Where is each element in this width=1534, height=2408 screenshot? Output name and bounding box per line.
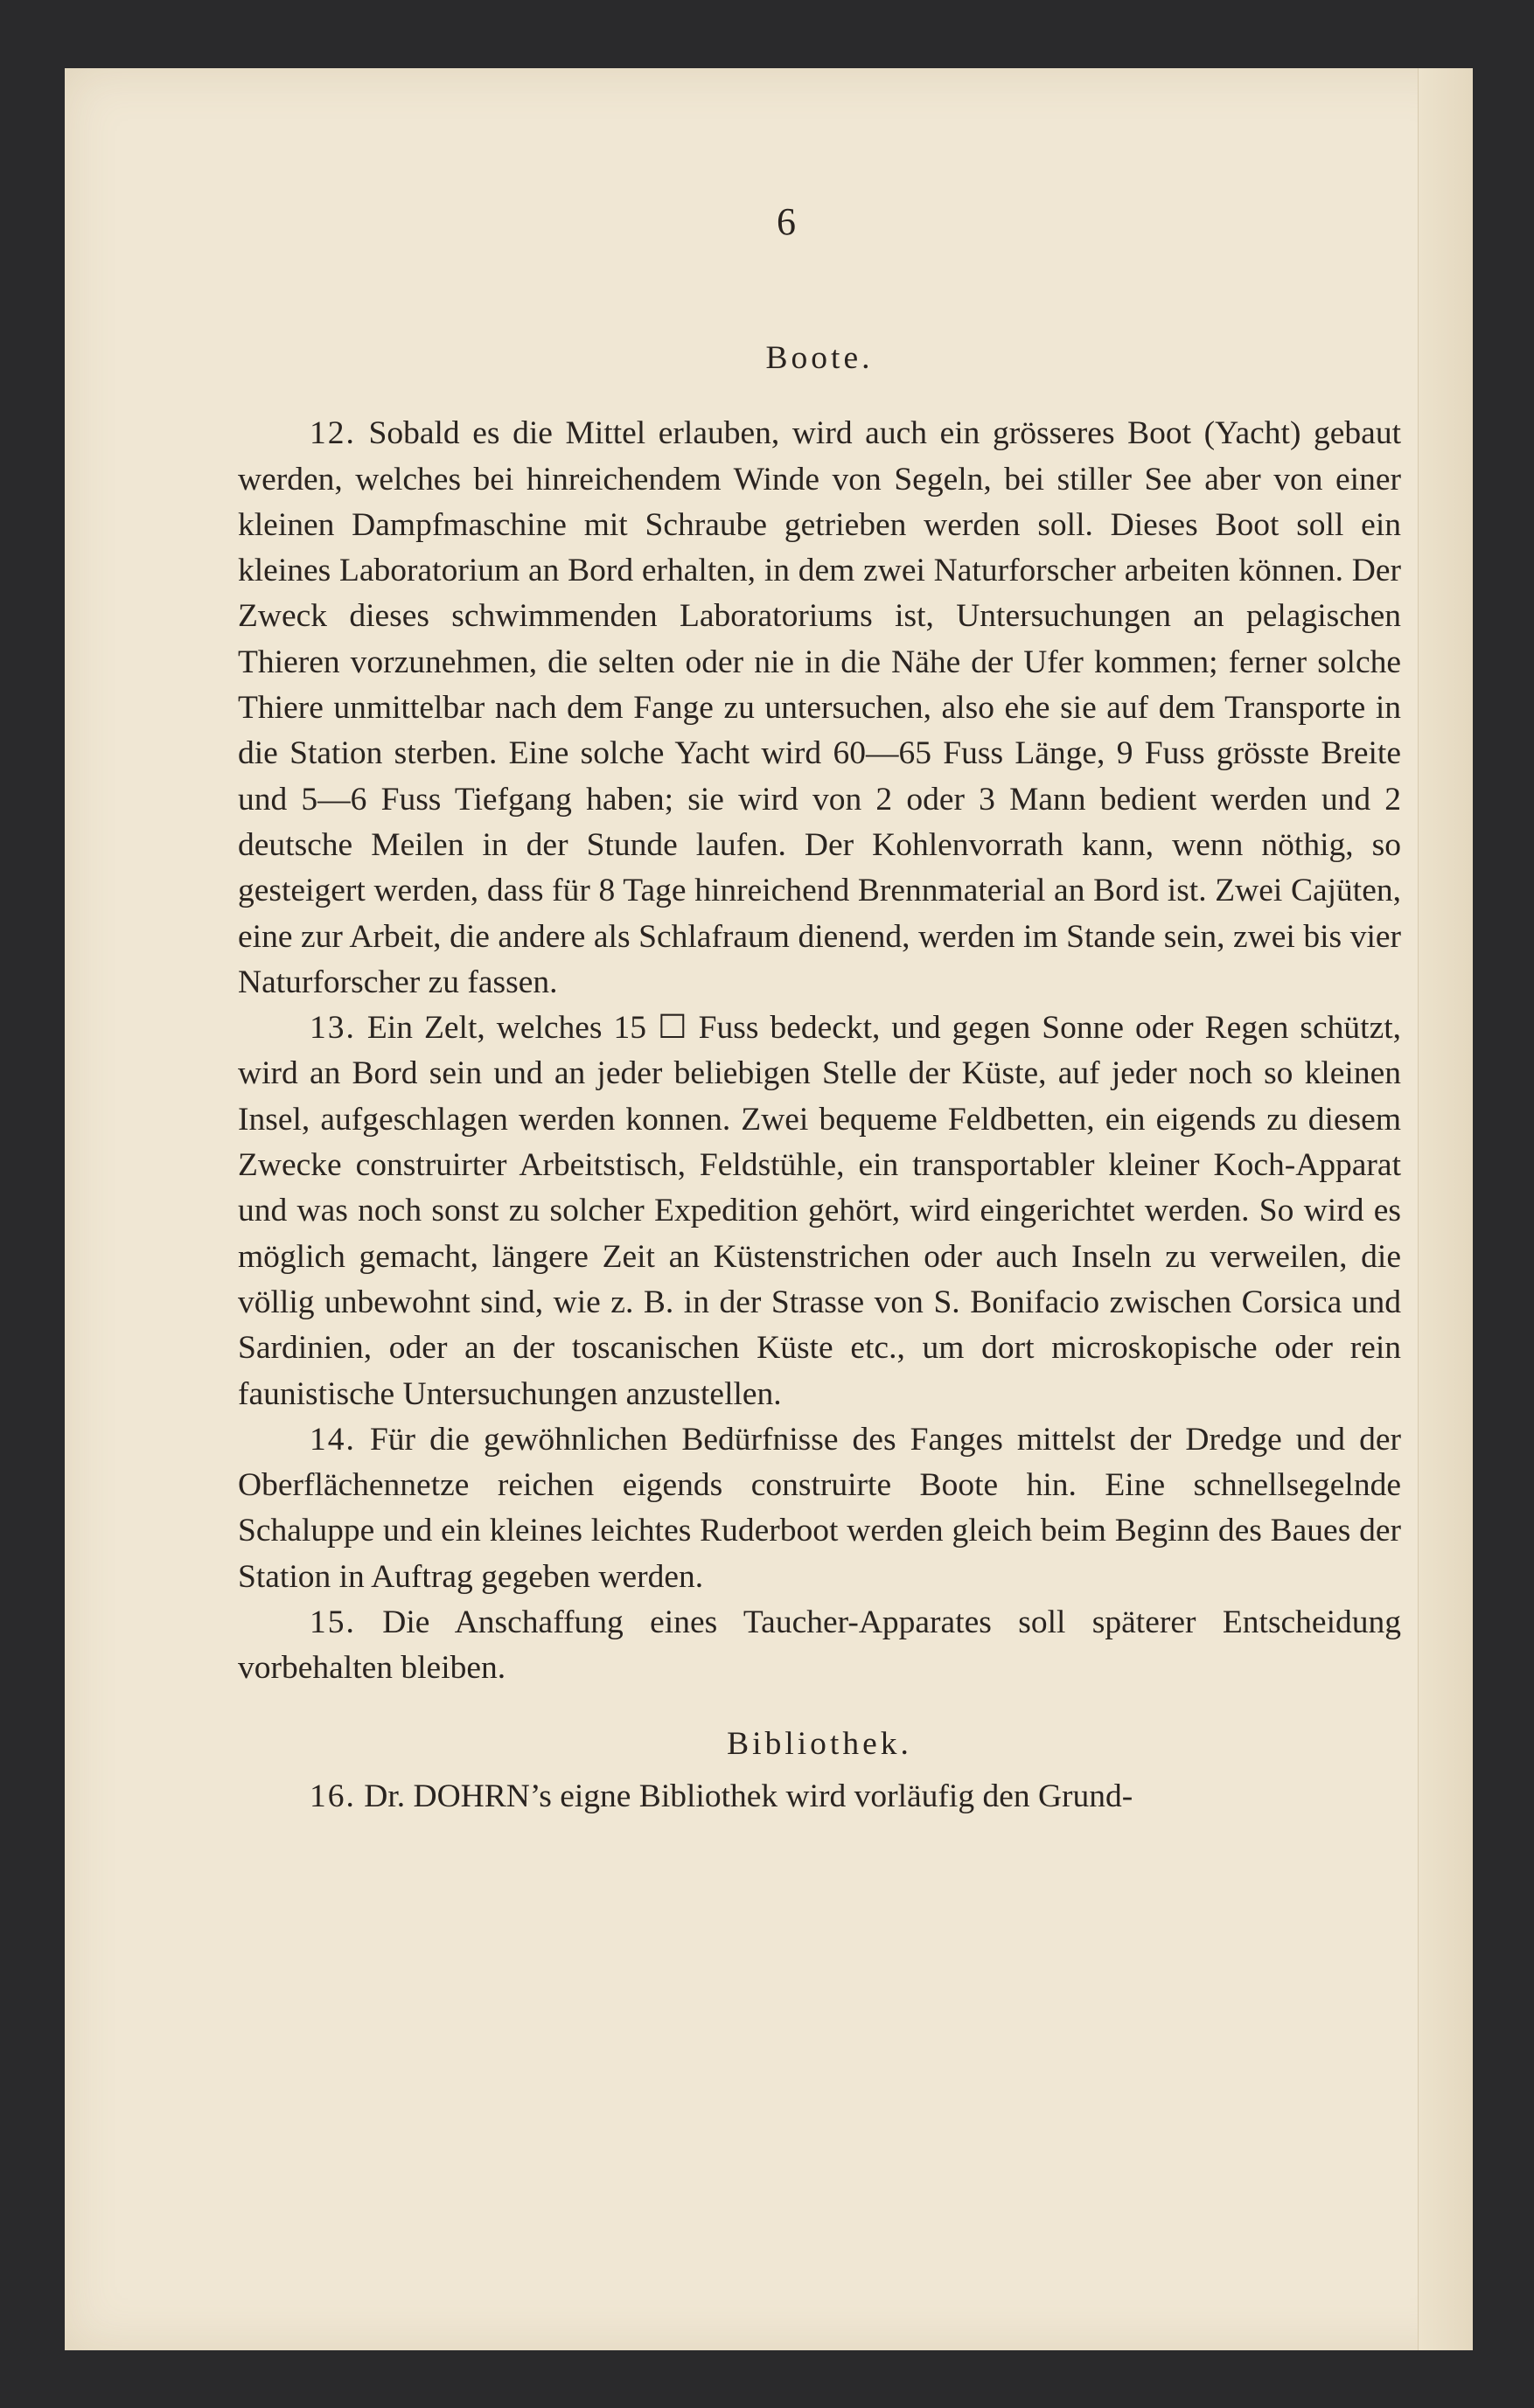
paragraph-number: 15. <box>310 1604 356 1641</box>
page-number: 6 <box>777 200 796 243</box>
paragraph-12 <box>238 411 1401 1006</box>
document-page <box>65 68 1473 2350</box>
paragraph-text: Die Anschaffung eines Taucher-Apparates soll späterer Entscheidung vorbehalten bleiben. <box>238 1604 1401 1687</box>
paragraph-number: 12. <box>310 415 356 452</box>
paragraph-14 <box>238 1417 1401 1600</box>
paragraph-text: Für die gewöhnlichen Bedürfnisse des Fanges mittelst der Dredge und der Oberflächennetze reichen eigends construirte Boote hin. Eine schnellsegelnde Schaluppe und ein kleines leichtes Ruderboot werden gleich beim Beginn des Baues der Station in Auftrag gegeben werden. <box>238 1421 1401 1595</box>
paragraph-13 <box>238 1006 1401 1417</box>
paragraph-number: 13. <box>310 1010 356 1047</box>
section-heading-bibliothek: Bibliothek. <box>727 1725 912 1762</box>
paragraph-15 <box>238 1600 1401 1692</box>
text-block <box>238 336 1401 1820</box>
paragraph-text: Sobald es die Mittel erlauben, wird auch ein grösseres Boot (Yacht) gebaut werden, welches bei hinreichendem Winde von Segeln, bei stiller See aber von einer kleinen Dampfmaschine mit Schraube getrieben werden soll. Dieses Boot soll ein kleines Laboratorium an Bord erhalten, in dem zwei Naturforscher arbeiten können. Der Zweck dieses schwimmenden Laboratoriums ist, Untersuchungen an pelagischen Thieren vorzunehmen, die selten oder nie in die Nähe der Ufer kommen; ferner solche Thiere unmittelbar nach dem Fange zu untersuchen, also ehe sie auf dem Transporte in die Station sterben. Eine solche Yacht wird 60—65 Fuss Länge, 9 Fuss grösste Breite und 5—6 Fuss Tiefgang haben; sie wird von 2 oder 3 Mann bedient werden und 2 deutsche Meilen in der Stunde laufen. Der Kohlenvorrath kann, wenn nöthig, so gesteigert werden, dass für 8 Tage hinreichend Brennmaterial an Bord ist. Zwei Cajüten, eine zur Arbeit, die andere als Schlafraum dienend, werden im Stande sein, zwei bis vier Naturforscher zu fassen. <box>238 415 1401 1000</box>
paragraph-text: Ein Zelt, welches 15 ☐ Fuss bedeckt, und gegen Sonne oder Regen schützt, wird an Bord sein und an jeder beliebigen Stelle der Küste, auf jeder noch so kleinen Insel, aufgeschlagen werden konnen. Zwei bequeme Feldbetten, ein eigends zu diesem Zwecke construirter Arbeitstisch, Feldstühle, ein transportabler kleiner Koch-Apparat und was noch sonst zu solcher Expedition gehört, wird eingerichtet werden. So wird es möglich gemacht, längere Zeit an Küstenstrichen oder auch Inseln zu verweilen, die völlig unbewohnt sind, wie z. B. in der Strasse von S. Bonifacio zwischen Corsica und Sardinien, oder an der toscanischen Küste etc., um dort microskopische oder rein faunistische Untersuchungen anzustellen. <box>238 1010 1402 1412</box>
paragraph-text: Dr. DOHRN’s eigne Bibliothek wird vorläufig den Grund- <box>364 1778 1133 1814</box>
section-heading-boote: Boote. <box>765 340 874 376</box>
page-edge <box>1418 68 1473 2350</box>
paragraph-16 <box>238 1774 1401 1820</box>
paragraph-number: 14. <box>310 1421 356 1458</box>
paragraph-number: 16. <box>310 1778 356 1814</box>
